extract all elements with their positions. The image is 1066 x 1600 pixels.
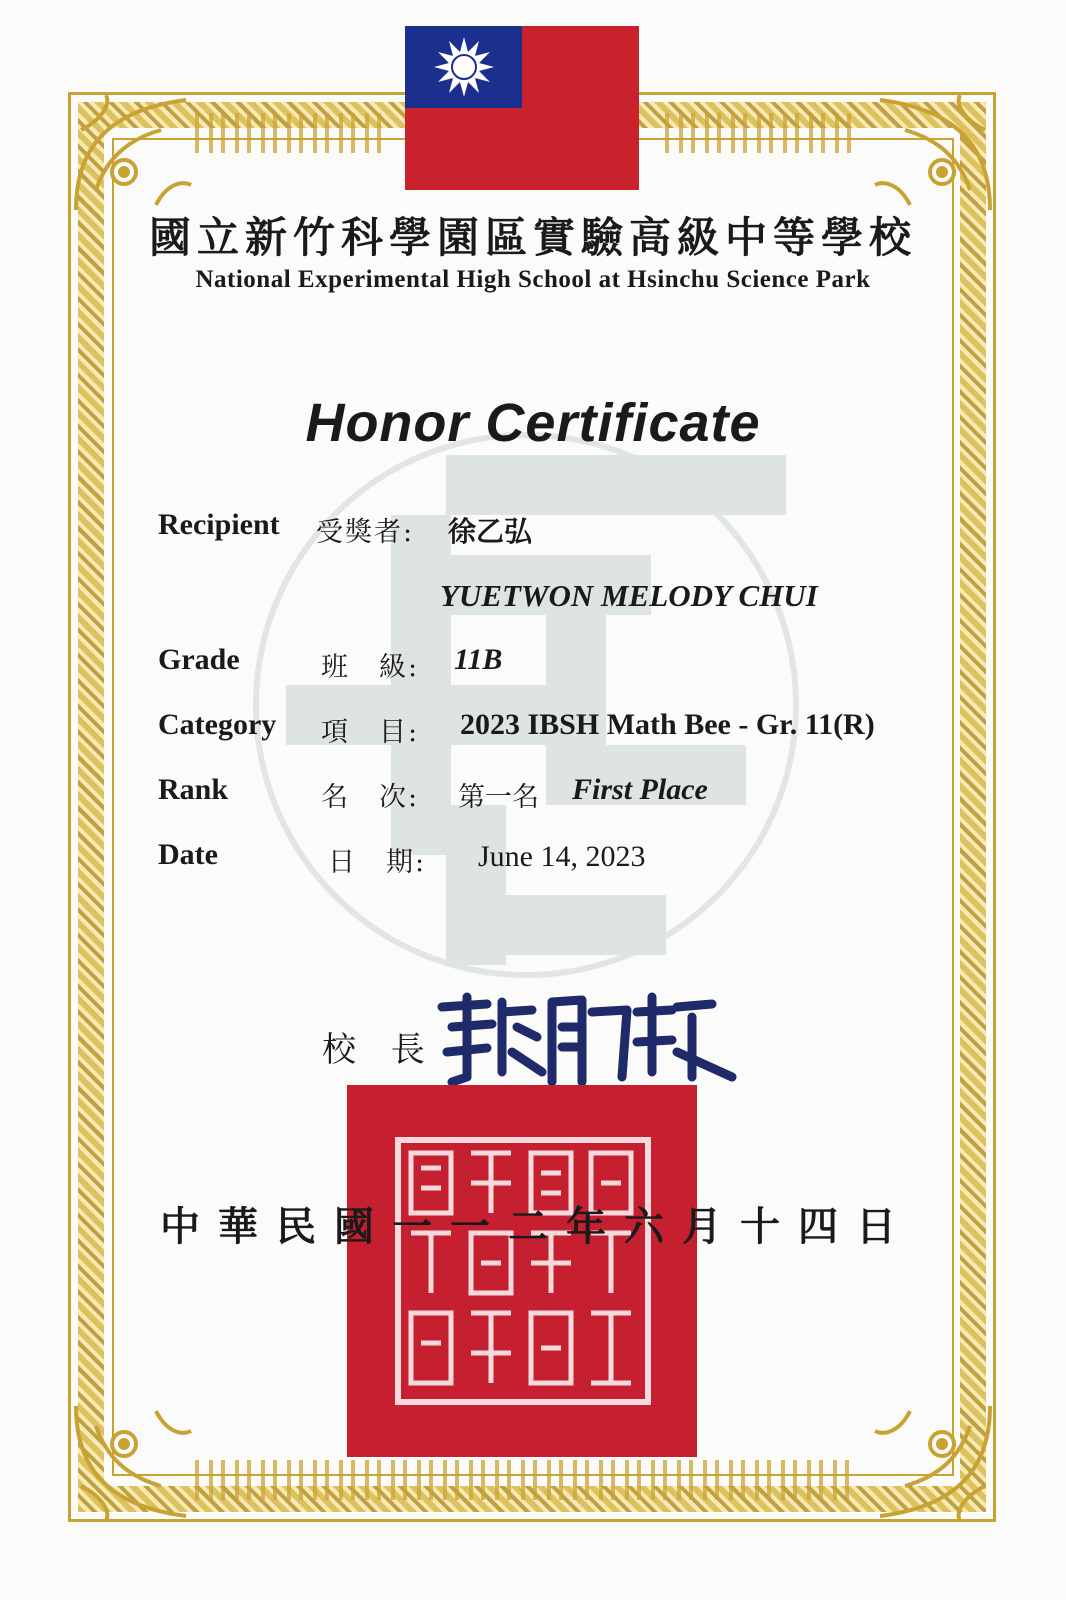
gold-corner-ornament-icon (870, 90, 1000, 220)
rank-value-zh: 第一名 (458, 782, 539, 813)
date-label: Date (158, 838, 218, 871)
recipient-name-zh: 徐乙弘 (448, 515, 533, 548)
roc-calendar-date: 中華民國一一二年六月十四日 (160, 1203, 914, 1250)
recipient-label: Recipient (158, 508, 280, 541)
school-name-english: National Experimental High School at Hsinchu Science Park (195, 266, 871, 293)
flag-canton (405, 26, 522, 108)
gold-corner-ornament-icon (66, 90, 196, 220)
rank-value-en: First Place (572, 773, 708, 806)
greek-key-band-top-left (195, 113, 385, 153)
date-label-zh: 日 期: (328, 847, 427, 878)
roc-flag-icon (405, 26, 639, 190)
category-label: Category (158, 708, 277, 741)
school-emblem-watermark (246, 425, 806, 985)
seal-glyphs (401, 1143, 645, 1399)
gold-corner-ornament-icon (66, 1396, 196, 1526)
recipient-name-en: YUETWON MELODY CHUI (440, 578, 818, 613)
white-sun-icon (431, 34, 497, 100)
grade-value: 11B (454, 643, 503, 676)
school-name-chinese: 國立新竹科學園區實驗高級中等學校 (148, 213, 917, 262)
greek-key-band-top-right (665, 113, 855, 153)
grade-label-zh: 班 級: (321, 652, 420, 683)
rank-label-zh: 名 次: (321, 782, 420, 813)
gold-corner-ornament-icon (870, 1396, 1000, 1526)
school-seal-stamp (347, 1085, 697, 1457)
principal-label: 校 長 (322, 1030, 437, 1070)
greek-key-band-bottom (195, 1460, 855, 1500)
rank-label: Rank (158, 773, 229, 806)
grade-label: Grade (158, 643, 240, 676)
category-label-zh: 項 目: (321, 717, 420, 748)
principal-signature (432, 982, 742, 1092)
recipient-label-zh: 受獎者: (316, 517, 415, 548)
date-value: June 14, 2023 (478, 840, 646, 873)
certificate-title: Honor Certificate (305, 393, 761, 453)
category-value: 2023 IBSH Math Bee - Gr. 11(R) (460, 708, 875, 741)
